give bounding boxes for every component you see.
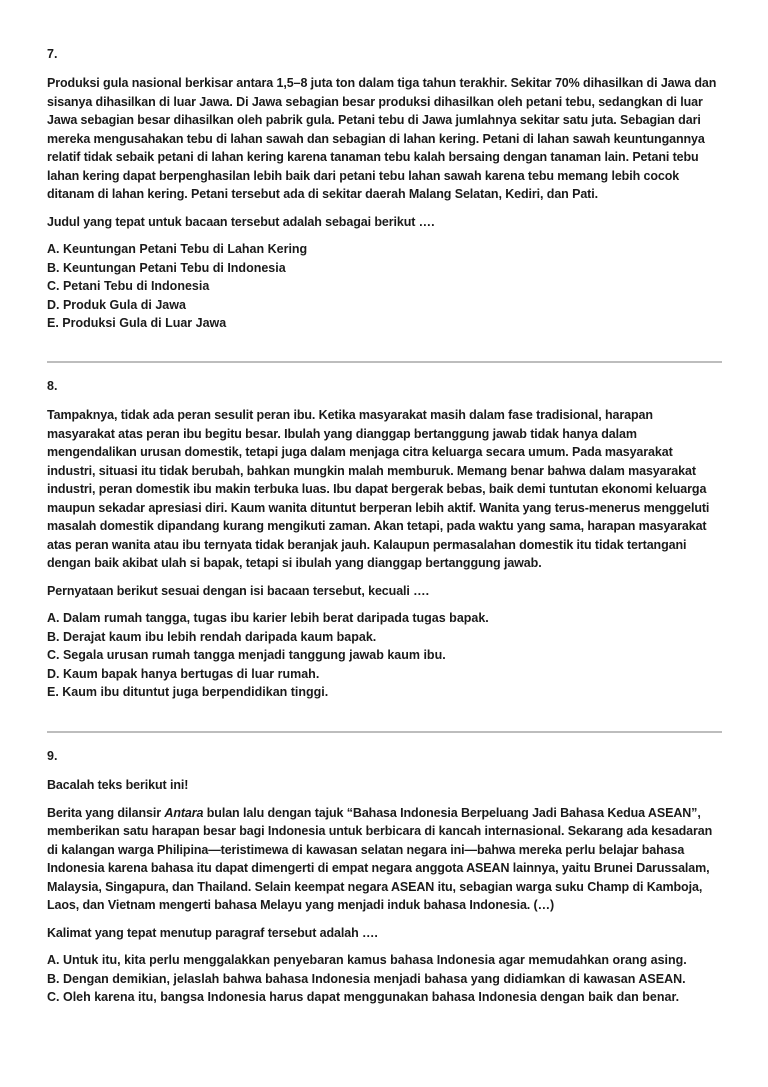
section-divider xyxy=(47,361,722,363)
reading-passage: Produksi gula nasional berkisar antara 1,5–8 juta ton dalam tiga tahun terakhir. Sekitar 70% dihasilkan di Jawa dan sisanya dihasilkan di luar Jawa. Di Jawa sebagian besar produksi dihasilkan oleh petani tebu, sedangkan di luar Jawa sebagian besar dihasilkan oleh pabrik gula. Petani tebu di Jawa jumlahnya sekitar satu juta. Sebagian dari mereka mengusahakan tebu di lahan sawah dan sebagian di lahan kering. Petani di lahan sawah keuntungannya relatif tidak sebaik petani di lahan kering karena tanaman tebu kalah bersaing dengan tanaman lain. Petani tebu lahan kering dapat berpenghasilan lebih baik dari petani tebu lahan sawah karena tebu memang lebih cocok ditanam di lahan kering. Petani tersebut ada di sekitar daerah Malang Selatan, Kediri, dan Pati. xyxy=(47,76,717,201)
answer-options xyxy=(47,240,722,333)
answer-option-e[interactable]: E. Produksi Gula di Luar Jawa xyxy=(47,316,227,330)
question-prompt: Kalimat yang tepat menutup paragraf tersebut adalah …. xyxy=(47,925,378,940)
question-number: 8. xyxy=(47,379,58,393)
answer-option-a[interactable]: A. Untuk itu, kita perlu menggalakkan penyebaran kamus bahasa Indonesia agar memudahkan orang asing. xyxy=(47,953,687,967)
passage-text: bulan lalu dengan tajuk “Bahasa Indonesia Berpeluang Jadi Bahasa Kedua ASEAN”, memberikan satu harapan besar bagi Indonesia untuk berbicara di kancah internasional. Sekarang ada kesadaran di kalangan warga Philipina—teristimewa di kawasan selatan negara ini—bahwa mereka perlu belajar bahasa Indonesia karena bahasa itu dapat dimengerti di empat negara anggota ASEAN lainnya, yaitu Brunei Darussalam, Malaysia, Singapura, dan Thailand. Selain keempat negara ASEAN itu, sebagian warga suku Champ di Kamboja, Laos, dan Vietnam mengerti bahasa Melayu yang menjadi induk bahasa Indonesia. (…) xyxy=(47,805,713,912)
answer-options xyxy=(47,951,722,1007)
question-9 xyxy=(47,747,722,1007)
question-number: 7. xyxy=(47,47,58,61)
source-name: Antara xyxy=(164,805,204,820)
answer-option-b[interactable]: B. Derajat kaum ibu lebih rendah daripada kaum bapak. xyxy=(47,629,377,644)
question-prompt: Judul yang tepat untuk bacaan tersebut adalah sebagai berikut …. xyxy=(47,214,435,229)
answer-option-a[interactable]: A. Dalam rumah tangga, tugas ibu karier lebih berat daripada tugas bapak. xyxy=(47,611,489,625)
reading-instruction: Bacalah teks berikut ini! xyxy=(47,778,189,792)
answer-option-c[interactable]: C. Petani Tebu di Indonesia xyxy=(47,279,210,293)
reading-passage xyxy=(47,804,722,915)
answer-option-d[interactable]: D. Kaum bapak hanya bertugas di luar rumah. xyxy=(47,666,320,681)
question-7 xyxy=(47,45,722,333)
question-prompt: Pernyataan berikut sesuai dengan isi bacaan tersebut, kecuali …. xyxy=(47,583,429,598)
answer-option-b[interactable]: B. Keuntungan Petani Tebu di Indonesia xyxy=(47,260,286,275)
question-8 xyxy=(47,377,722,702)
answer-option-a[interactable]: A. Keuntungan Petani Tebu di Lahan Kering xyxy=(47,242,308,256)
answer-option-d[interactable]: D. Produk Gula di Jawa xyxy=(47,297,186,312)
reading-passage: Tampaknya, tidak ada peran sesulit peran ibu. Ketika masyarakat masih dalam fase tradisional, harapan masyarakat atas peran ibu begitu besar. Ibulah yang dianggap bertanggung jawab tidak hanya dalam mengendalikan urusan domestik, tetapi juga dalam menjaga citra keluarga secara umum. Pada masyarakat industri, situasi itu tidak berubah, bahkan mungkin malah memburuk. Memang benar bahwa dalam masyarakat industri, peran domestik ibu makin terbuka luas. Ibu dapat bergerak bebas, baik demi tuntutan ekonomi keluarga maupun sekadar apresiasi diri. Kaum wanita dituntut berperan lebih aktif. Wanita yang terus-menerus menggeluti masalah domestik dipandang kurang mengikuti zaman. Akan tetapi, pada waktu yang sama, harapan masyarakat atas peran wanita atau ibu ternyata tidak beranjak jauh. Kalaupun permasalahan domestik itu tidak tertangani dengan baik akibat ulah si bapak, tetapi si ibulah yang dianggap bertanggung jawab. xyxy=(47,408,710,570)
answer-option-e[interactable]: E. Kaum ibu dituntut juga berpendidikan tinggi. xyxy=(47,685,329,699)
passage-text: Berita yang dilansir xyxy=(47,805,165,820)
answer-option-b[interactable]: B. Dengan demikian, jelaslah bahwa bahasa Indonesia menjadi bahasa yang didiamkan di kawasan ASEAN. xyxy=(47,971,686,986)
question-number: 9. xyxy=(47,749,58,763)
answer-options xyxy=(47,609,722,702)
section-divider xyxy=(47,731,722,733)
answer-option-c[interactable]: C. Segala urusan rumah tangga menjadi tanggung jawab kaum ibu. xyxy=(47,648,446,662)
answer-option-c[interactable]: C. Oleh karena itu, bangsa Indonesia harus dapat menggunakan bahasa Indonesia dengan baik dan benar. xyxy=(47,990,680,1004)
